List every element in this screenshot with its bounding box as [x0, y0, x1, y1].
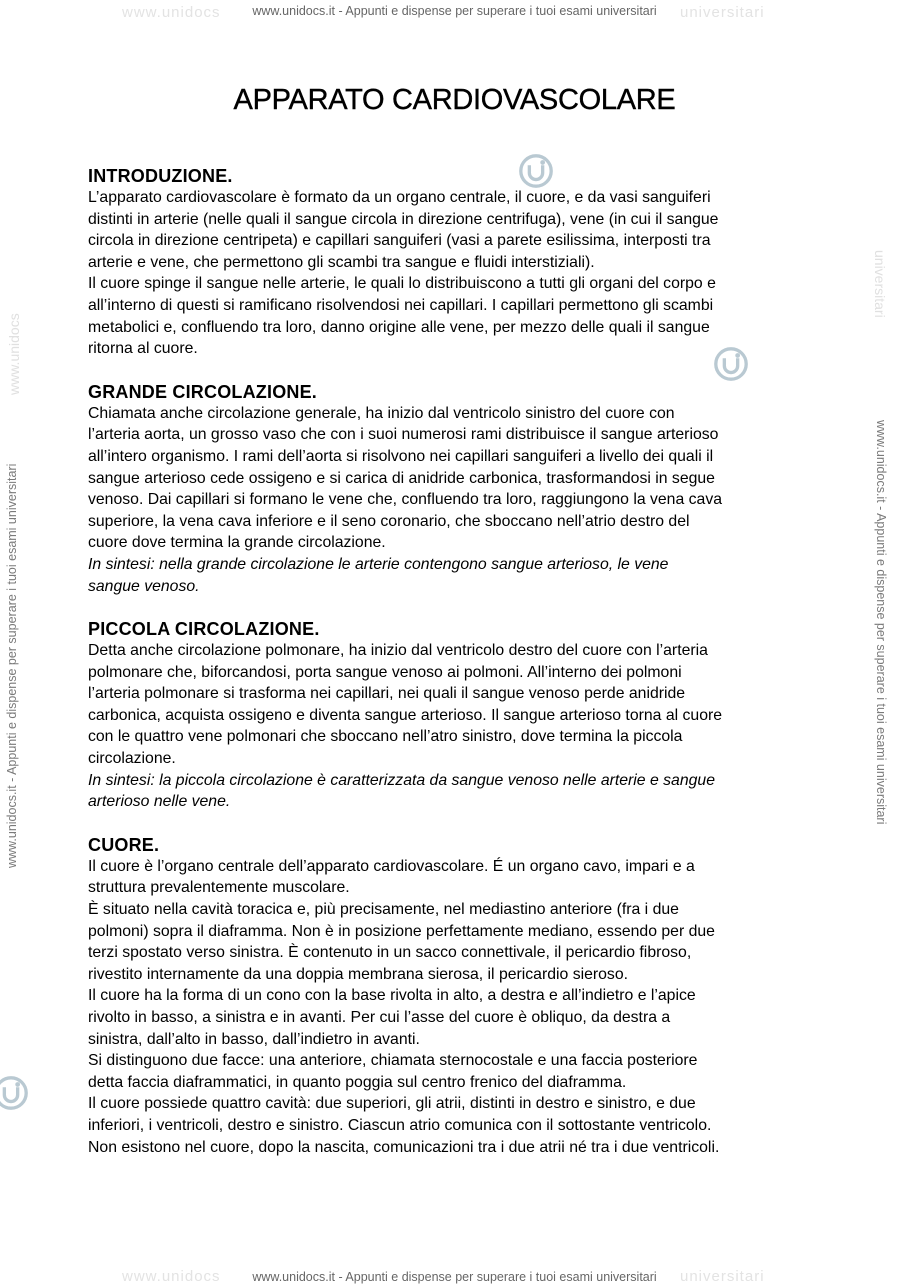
summary-line: In sintesi: nella grande circolazione le arterie contengono sangue arterioso, le vene — [88, 555, 669, 573]
section-heading: CUORE. — [88, 834, 160, 855]
faint-watermark-right: universitari — [872, 250, 888, 318]
faint-watermark-top-right: universitari — [680, 4, 765, 21]
paragraph-line: Il cuore spinge il sangue nelle arterie, le quali lo distribuiscono a tutti gli organi del corpo e — [88, 275, 716, 293]
paragraph-line: Si distinguono due facce: una anteriore, chiamata sternocostale e una faccia posteriore — [88, 1052, 698, 1070]
paragraph-line: cuore dove termina la grande circolazione. — [88, 534, 386, 552]
section-heading: PICCOLA CIRCOLAZIONE. — [88, 619, 320, 640]
paragraph-line: l’arteria aorta, un grosso vaso che con i suoi numerosi rami distribuisce il sangue arterioso — [88, 426, 719, 444]
unidocs-logo-icon — [0, 1074, 30, 1112]
paragraph-line: venoso. Dai capillari si formano le vene che, confluendo tra loro, raggiungono la vena cava — [88, 491, 723, 509]
section-heading: INTRODUZIONE. — [88, 166, 233, 186]
paragraph-line: all’interno di questi si ramificano risolvendosi nei capillari. I capillari permettono gli scambi — [88, 296, 714, 314]
document-title: APPARATO CARDIOVASCOLARE — [233, 84, 676, 116]
paragraph-line: superiore, la vena cava inferiore e il seno coronario, che sboccano nell’atrio destro del — [88, 512, 690, 530]
paragraph-line: detta faccia diaframmatici, in quanto poggia sul centro frenico del diaframma. — [88, 1073, 627, 1091]
summary-line: sangue venoso. — [88, 577, 200, 595]
summary-line: arterioso nelle vene. — [88, 793, 231, 811]
document-body — [88, 165, 828, 1179]
paragraph-line: arterie e vene, che permettono gli scambi tra sangue e fluidi interstiziali). — [88, 253, 595, 271]
paragraph-line: L’apparato cardiovascolare è formato da un organo centrale, il cuore, e da vasi sanguiferi — [88, 189, 711, 206]
paragraph-line: con le quattro vene polmonari che sboccano nell’atro sinistro, dove termina la piccola — [88, 728, 683, 746]
paragraph-line: metabolici e, confluendo tra loro, danno origine alle vene, per mezzo delle quali il sangue — [88, 318, 710, 336]
section-grande-circolazione — [88, 381, 828, 597]
section-cuore — [88, 834, 828, 1158]
paragraph-line: ritorna al cuore. — [88, 340, 198, 358]
paragraph-line: terzi spostato verso sinistra. È contenuto in un sacco connettivale, il pericardio fibroso, — [88, 944, 692, 962]
paragraph-line: sangue arterioso cede ossigeno e si carica di anidride carbonica, trasformandosi in segue — [88, 469, 715, 487]
paragraph-line: carbonica, acquista ossigeno e diventa sangue arterioso. Il sangue arterioso torna al cuore — [88, 706, 723, 724]
paragraph-line: Detta anche circolazione polmonare, ha inizio dal ventricolo destro del cuore con l’arteria — [88, 642, 708, 660]
paragraph-line: struttura prevalentemente muscolare. — [88, 879, 350, 897]
faint-watermark-bottom-left: www.unidocs — [122, 1268, 221, 1285]
paragraph-line: rivolto in basso, a sinistra e in avanti. Per cui l’asse del cuore è obliquo, da destra a — [88, 1009, 671, 1026]
side-watermark-left: www.unidocs.it - Appunti e dispense per superare i tuoi esami universitari — [5, 463, 19, 868]
paragraph-line: all’intero organismo. I rami dell’aorta si risolvono nei capillari sanguiferi a livello dei quali il — [88, 447, 714, 465]
paragraph-line: distinti in arterie (nelle quali il sangue circola in direzione centrifuga), vene (in cui il sangue — [88, 210, 719, 228]
faint-watermark-left: www.unidocs — [6, 313, 22, 395]
header-watermark: www.unidocs.it - Appunti e dispense per superare i tuoi esami universitari — [252, 4, 657, 18]
paragraph-line: polmoni) sopra il diaframma. Non è in posizione perfettamente mediano, essendo per due — [88, 922, 715, 940]
paragraph-line: inferiori, i ventricoli, destro e sinistro. Ciascun atrio comunica con il sottostante ventricolo. — [88, 1116, 712, 1134]
paragraph-line: l’arteria polmonare si trasforma nei capillari, nei quali il sangue venoso perde anidride — [88, 685, 686, 703]
faint-watermark-top-left: www.unidocs — [122, 4, 221, 21]
paragraph-line: circola in direzione centripeta) e capillari sanguiferi (vasi a parete esilissima, interposti tra — [88, 232, 711, 250]
paragraph-line: Non esistono nel cuore, dopo la nascita, comunicazioni tra i due atrii né tra i due ventricoli. — [88, 1138, 720, 1156]
section-introduzione — [88, 165, 828, 360]
paragraph-line: Chiamata anche circolazione generale, ha inizio dal ventricolo sinistro del cuore con — [88, 404, 675, 422]
paragraph-line: sinistra, dall’alto in basso, dall’indietro in avanti. — [88, 1030, 420, 1048]
summary-line: In sintesi: la piccola circolazione è caratterizzata da sangue venoso nelle arterie e sangue — [88, 771, 715, 789]
side-watermark-right: www.unidocs.it - Appunti e dispense per superare i tuoi esami universitari — [874, 420, 888, 825]
faint-watermark-bottom-right: universitari — [680, 1268, 765, 1285]
paragraph-line: Il cuore è l’organo centrale dell’apparato cardiovascolare. É un organo cavo, impari e a — [88, 857, 695, 875]
paragraph-line: rivestito internamente da una doppia membrana sierosa, il pericardio sieroso. — [88, 965, 629, 983]
footer-watermark: www.unidocs.it - Appunti e dispense per superare i tuoi esami universitari — [252, 1270, 657, 1284]
section-heading: GRANDE CIRCOLAZIONE. — [88, 381, 317, 402]
paragraph-line: È situato nella cavità toracica e, più precisamente, nel mediastino anteriore (fra i due — [88, 901, 679, 919]
section-piccola-circolazione — [88, 618, 828, 813]
paragraph-line: circolazione. — [88, 750, 176, 768]
paragraph-line: Il cuore possiede quattro cavità: due superiori, gli atrii, distinti in destro e sinistro, e due — [88, 1095, 696, 1113]
paragraph-line: polmonare che, biforcandosi, porta sangue venoso ai polmoni. All’interno dei polmoni — [88, 663, 682, 681]
paragraph-line: Il cuore ha la forma di un cono con la base rivolta in alto, a destra e all’indietro e l’apice — [88, 987, 696, 1005]
